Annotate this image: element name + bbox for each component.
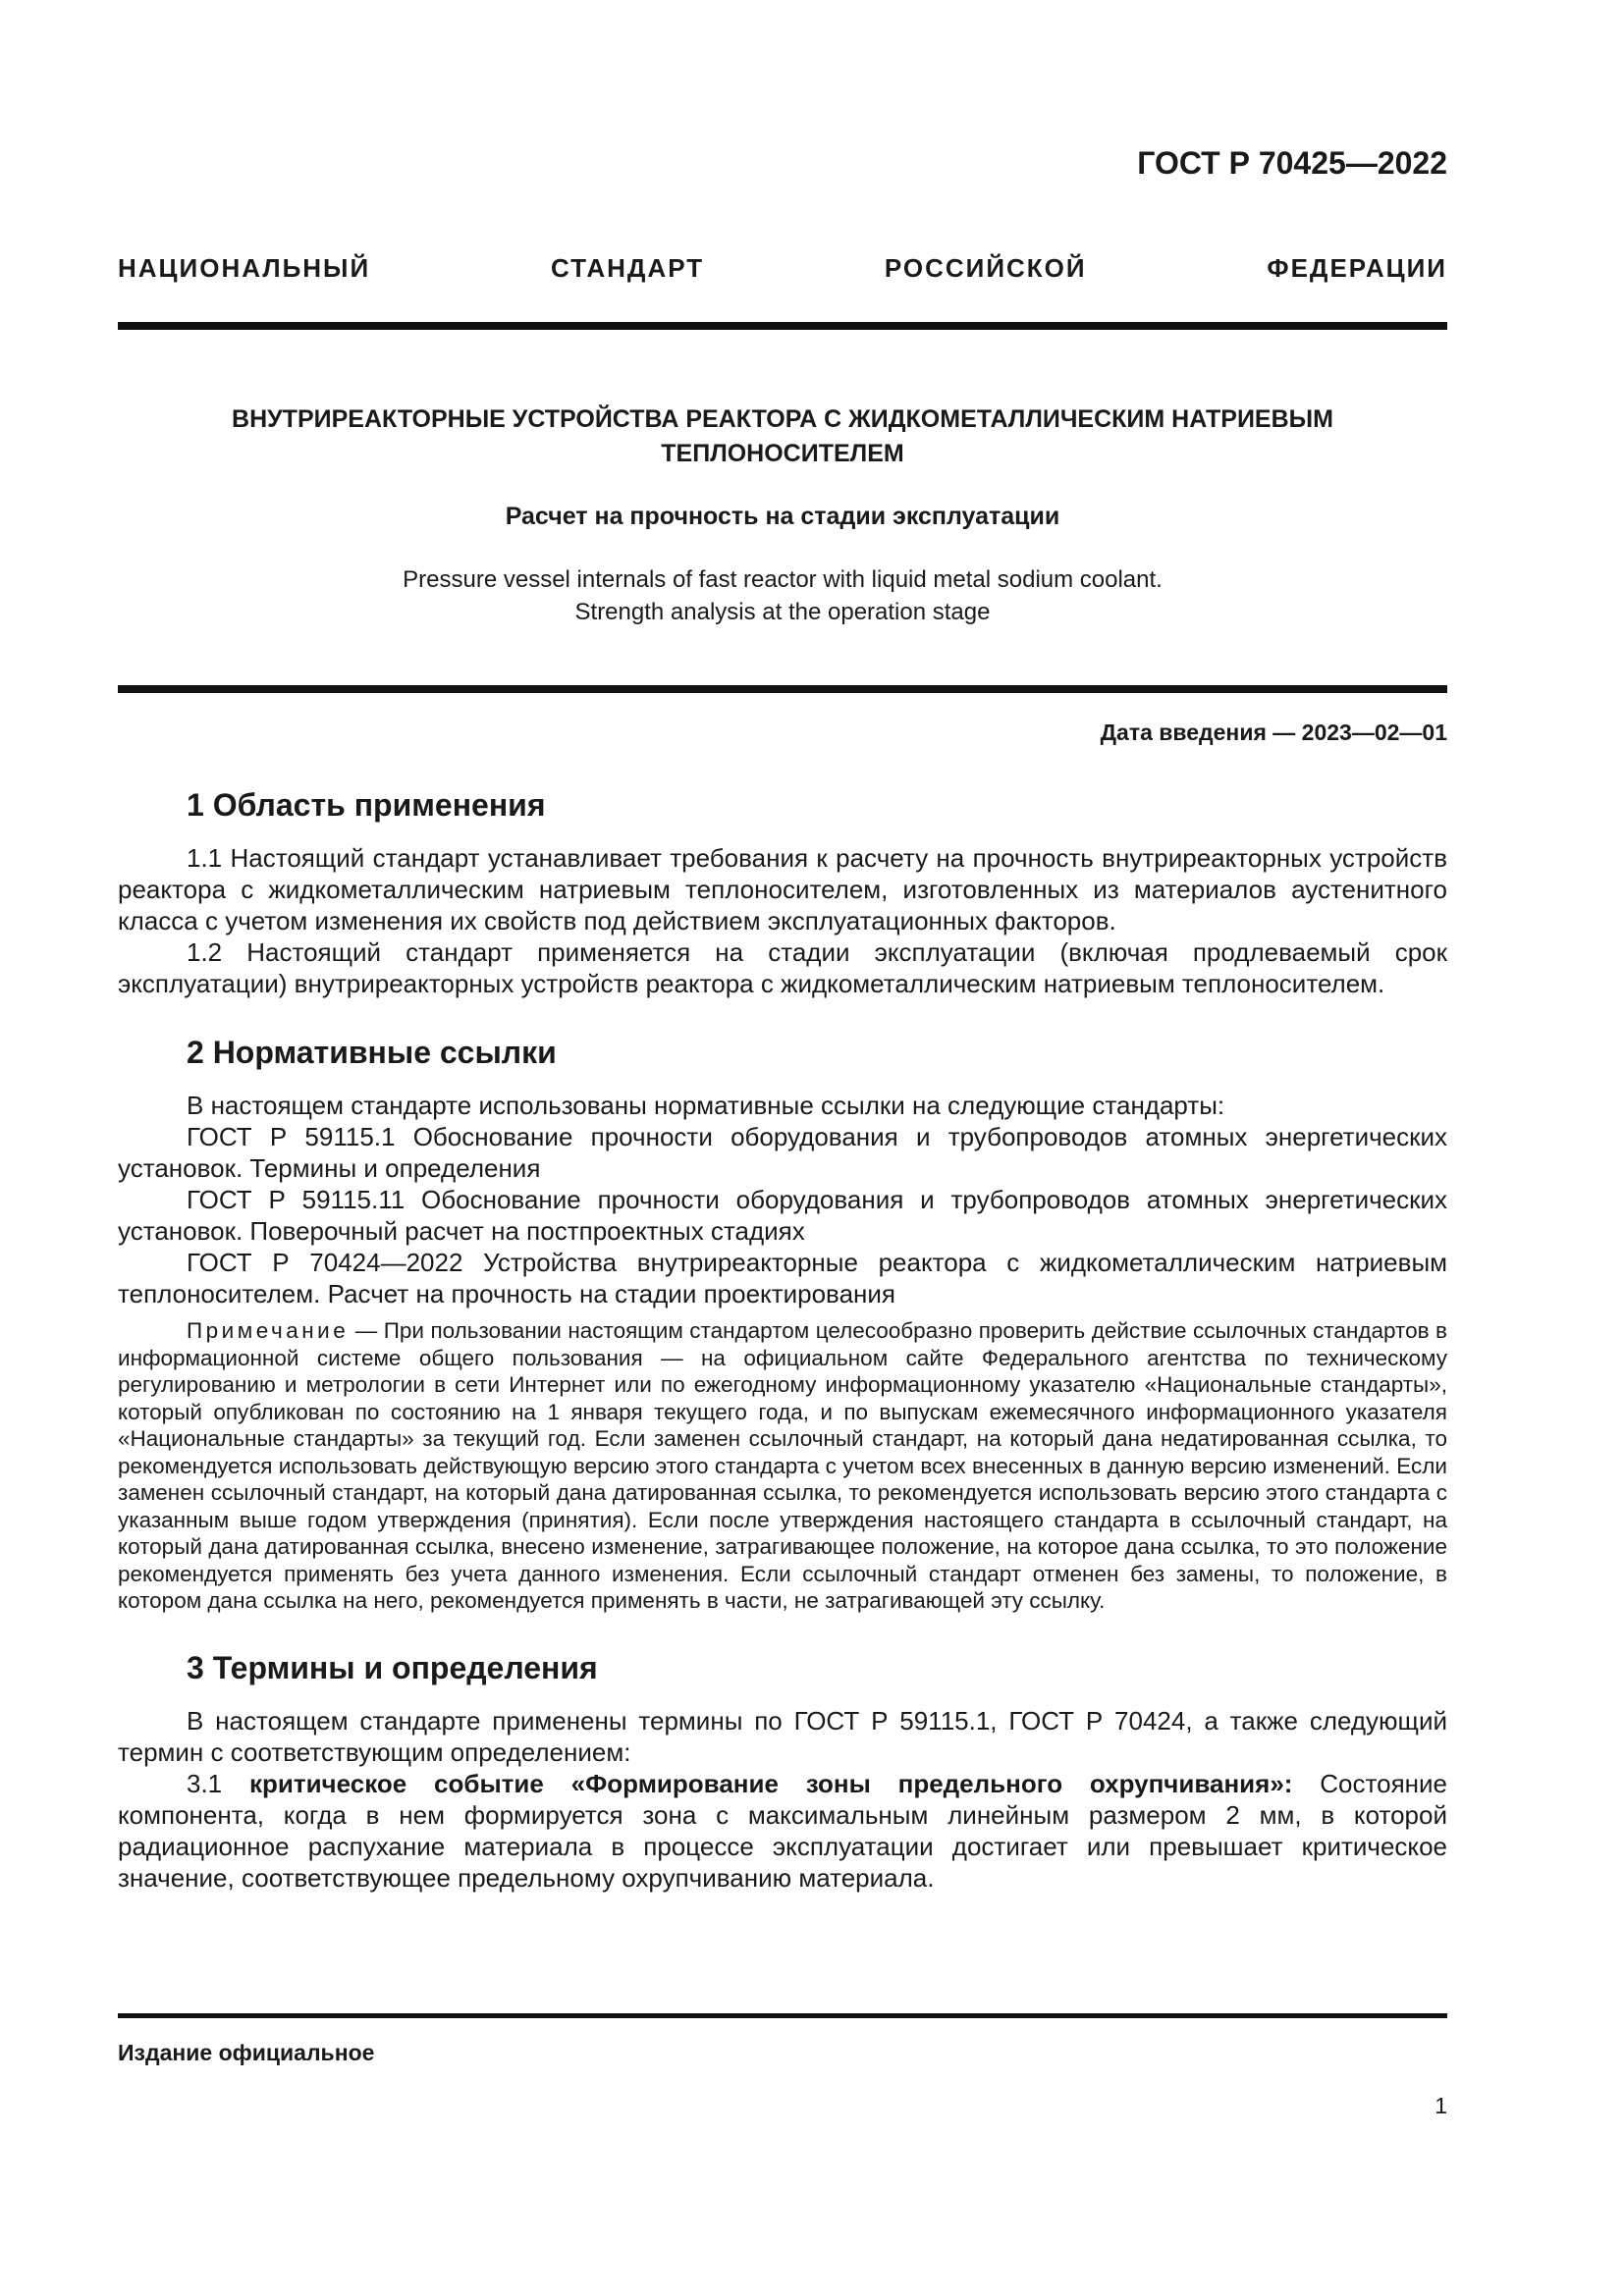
title-ru-line-2: ТЕПЛОНОСИТЕЛЕМ [661, 440, 904, 467]
section-terms [118, 1648, 1447, 1894]
references-note [118, 1317, 1447, 1615]
section-scope [118, 785, 1447, 999]
title-ru-line-1: ВНУТРИРЕАКТОРНЫЕ УСТРОЙСТВА РЕАКТОРА С ЖИДКОМЕТАЛЛИЧЕСКИМ НАТРИЕВЫМ [232, 405, 1333, 433]
term-3-1 [118, 1768, 1447, 1894]
document-body [118, 785, 1447, 1894]
document-title-en [118, 563, 1447, 628]
terms-intro: В настоящем стандарте применены термины по ГОСТ Р 59115.1, ГОСТ Р 70424, а также следующий термин с соответствующим определением: [118, 1705, 1447, 1767]
document-title-ru [118, 402, 1447, 471]
section-normative-references [118, 1033, 1447, 1615]
note-label: Примечание [187, 1318, 350, 1343]
introduction-date: Дата введения — 2023—02—01 [1100, 720, 1447, 745]
term-number: 3.1 [187, 1768, 249, 1798]
reference-item: ГОСТ Р 59115.1 Обоснование прочности оборудования и трубопроводов атомных энергетических установок. Термины и определения [118, 1122, 1447, 1183]
paragraph-1-1: 1.1 Настоящий стандарт устанавливает требования к расчету на прочность внутриреакторных устройств реактора с жидкометаллическим натриевым теплоносителем, изготовленных из материалов аустенитного класса с учетом изменения их свойств под действием эксплуатационных факторов. [118, 843, 1447, 935]
official-edition-label: Издание официальное [118, 2040, 375, 2065]
footer-rule [118, 2013, 1447, 2018]
title-rule [118, 685, 1447, 693]
header-rule [118, 322, 1447, 330]
term-definition: Состояние компонента, когда в нем формируется зона с максимальным линейным размером 2 мм, в которой радиационное распухание материала в процессе эксплуатации достигает или превышает критическое значение, соответствующее предельному охрупчиванию материала. [118, 1768, 1447, 1893]
document-subtitle-ru: Расчет на прочность на стадии эксплуатации [505, 503, 1060, 530]
paragraph-1-2: 1.2 Настоящий стандарт применяется на стадии эксплуатации (включая продлеваемый срок эксплуатации) внутриреакторных устройств реактора с жидкометаллическим натриевым теплоносителем. [118, 937, 1447, 998]
section-2-heading: 2 Нормативные ссылки [187, 1035, 557, 1070]
references-intro: В настоящем стандарте использованы нормативные ссылки на следующие стандарты: [187, 1091, 1225, 1120]
national-standard-banner: НАЦИОНАЛЬНЫЙ СТАНДАРТ РОССИЙСКОЙ ФЕДЕРАЦИИ [118, 253, 1447, 283]
term-name: критическое событие «Формирование зоны предельного охрупчивания»: [248, 1768, 1293, 1798]
note-text: — При пользовании настоящим стандартом целесообразно проверить действие ссылочных стандартов в информационной системе общего пользования — на официальном сайте Федерального агентства по техническому регулированию и метрологии в сети Интернет или по ежегодному информационному указателю «Национальные стандарты», который опубликован по состоянию на 1 января текущего года, и по выпускам ежемесячного информационного указателя «Национальные стандарты» за текущий год. Если заменен ссылочный стандарт, на который дана недатированная ссылка, то рекомендуется использовать действующую версию этого стандарта с учетом всех внесенных в данную версию изменений. Если заменен ссылочный стандарт, на который дана датированная ссылка, то рекомендуется использовать версию этого стандарта с указанным выше годом утверждения (принятия). Если после утверждения настоящего стандарта в ссылочный стандарт, на который дана датированная ссылка, внесено изменение, затрагивающее положение, на которое дана ссылка, то это положение рекомендуется применять без учета данного изменения. Если ссылочный стандарт отменен без замены, то положение, в котором дана ссылка на него, рекомендуется применять в части, не затрагивающей эту ссылку. [118, 1318, 1447, 1613]
standard-code: ГОСТ Р 70425—2022 [1137, 145, 1447, 181]
page-number: 1 [1435, 2093, 1447, 2118]
title-en-line-2: Strength analysis at the operation stage [574, 599, 991, 625]
section-1-heading: 1 Область применения [187, 787, 546, 823]
reference-item: ГОСТ Р 70424—2022 Устройства внутриреакторные реактора с жидкометаллическим натриевым теплоносителем. Расчет на прочность на стадии проектирования [118, 1248, 1447, 1308]
section-3-heading: 3 Термины и определения [187, 1649, 598, 1685]
reference-item: ГОСТ Р 59115.11 Обоснование прочности оборудования и трубопроводов атомных энергетических установок. Поверочный расчет на постпроектных стадиях [118, 1185, 1447, 1246]
title-en-line-1: Pressure vessel internals of fast reactor with liquid metal sodium coolant. [403, 566, 1163, 593]
